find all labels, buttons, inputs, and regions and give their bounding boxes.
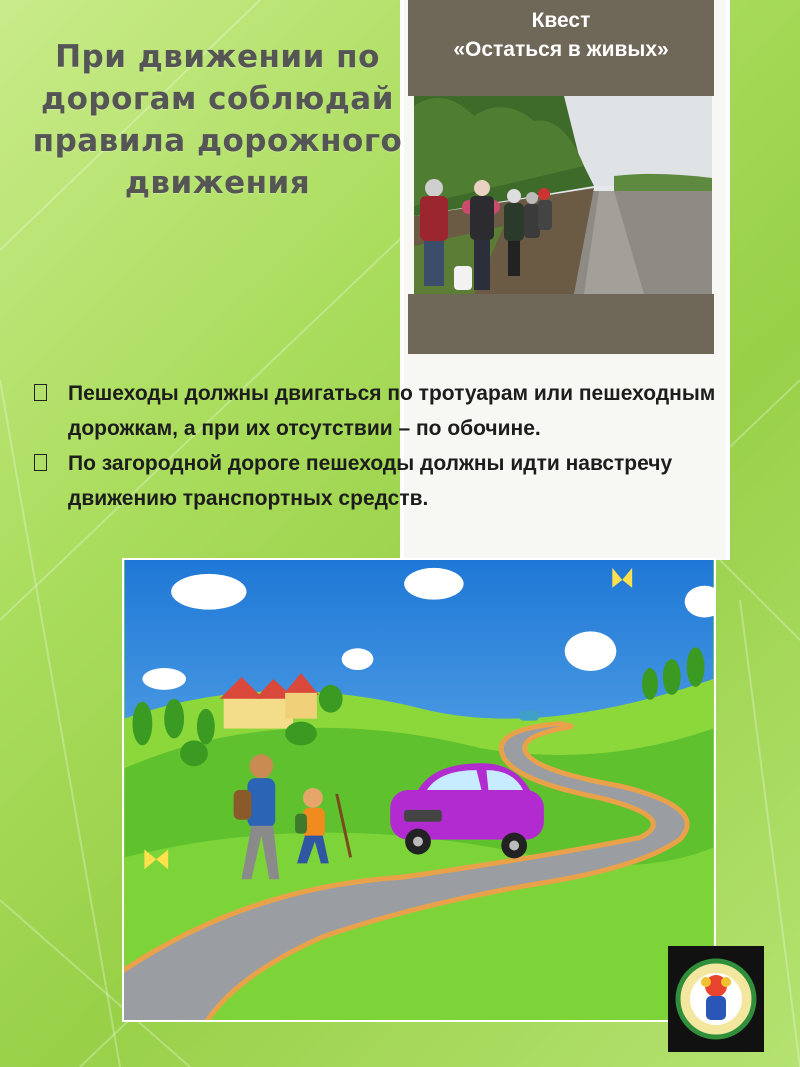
rule-text-2: По загородной дороге пешеходы должны идти навстречу движению транспортных средств. <box>68 452 673 510</box>
photo-frame-band <box>408 294 714 354</box>
square-bullet-icon <box>34 454 47 471</box>
list-item <box>34 376 734 446</box>
slide-heading: При движении по дорогам соблюдай правила дорожного движения <box>32 39 403 201</box>
list-item <box>34 446 734 516</box>
road-safety-illustration <box>122 558 716 1022</box>
rules-list <box>34 376 734 516</box>
square-bullet-icon <box>34 384 47 401</box>
rule-text-1: Пешеходы должны двигаться по тротуарам или пешеходным дорожкам, а при их отсутствии – по обочине. <box>68 382 716 440</box>
club-emblem-logo <box>668 946 764 1052</box>
distant-car <box>519 711 539 721</box>
quest-title-line1: Квест <box>531 9 591 32</box>
hikers-road-photo <box>414 96 712 294</box>
quest-title-box <box>408 0 714 96</box>
quest-title-line2: «Остаться в живых» <box>453 38 669 61</box>
